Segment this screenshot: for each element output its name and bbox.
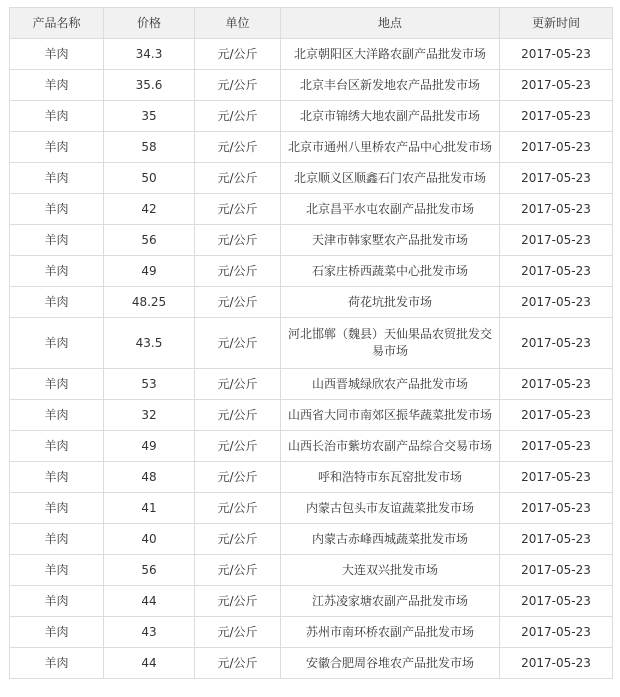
table-row xyxy=(10,39,613,70)
table-row xyxy=(10,586,613,617)
cell-unit: 元/公斤 xyxy=(195,524,281,555)
table-row xyxy=(10,163,613,194)
cell-update-time: 2017-05-23 xyxy=(500,39,613,70)
cell-product-name: 羊肉 xyxy=(10,431,104,462)
cell-location: 苏州市南环桥农副产品批发市场 xyxy=(281,617,500,648)
cell-price: 44 xyxy=(104,586,195,617)
cell-product-name: 羊肉 xyxy=(10,318,104,369)
table-row xyxy=(10,256,613,287)
table-row xyxy=(10,287,613,318)
cell-product-name: 羊肉 xyxy=(10,369,104,400)
cell-price: 41 xyxy=(104,493,195,524)
cell-price: 32 xyxy=(104,400,195,431)
cell-update-time: 2017-05-23 xyxy=(500,617,613,648)
cell-location: 荷花坑批发市场 xyxy=(281,287,500,318)
cell-update-time: 2017-05-23 xyxy=(500,256,613,287)
cell-update-time: 2017-05-23 xyxy=(500,70,613,101)
cell-location: 呼和浩特市东瓦窑批发市场 xyxy=(281,462,500,493)
cell-unit: 元/公斤 xyxy=(195,400,281,431)
cell-update-time: 2017-05-23 xyxy=(500,493,613,524)
cell-product-name: 羊肉 xyxy=(10,101,104,132)
header-price: 价格 xyxy=(104,8,195,39)
cell-update-time: 2017-05-23 xyxy=(500,400,613,431)
cell-product-name: 羊肉 xyxy=(10,163,104,194)
cell-price: 48.25 xyxy=(104,287,195,318)
cell-location: 石家庄桥西蔬菜中心批发市场 xyxy=(281,256,500,287)
cell-price: 40 xyxy=(104,524,195,555)
cell-update-time: 2017-05-23 xyxy=(500,194,613,225)
price-table xyxy=(9,7,613,679)
cell-product-name: 羊肉 xyxy=(10,256,104,287)
cell-price: 43 xyxy=(104,617,195,648)
cell-update-time: 2017-05-23 xyxy=(500,586,613,617)
cell-update-time: 2017-05-23 xyxy=(500,225,613,256)
cell-location: 北京丰台区新发地农产品批发市场 xyxy=(281,70,500,101)
cell-location: 山西晋城绿欣农产品批发市场 xyxy=(281,369,500,400)
cell-update-time: 2017-05-23 xyxy=(500,555,613,586)
table-row xyxy=(10,132,613,163)
table-body xyxy=(10,39,613,679)
cell-location: 河北邯郸（魏县）天仙果品农贸批发交易市场 xyxy=(281,318,500,369)
cell-product-name: 羊肉 xyxy=(10,524,104,555)
cell-unit: 元/公斤 xyxy=(195,555,281,586)
header-location: 地点 xyxy=(281,8,500,39)
table-row xyxy=(10,524,613,555)
cell-update-time: 2017-05-23 xyxy=(500,431,613,462)
cell-price: 42 xyxy=(104,194,195,225)
header-row xyxy=(10,8,613,39)
cell-unit: 元/公斤 xyxy=(195,70,281,101)
cell-unit: 元/公斤 xyxy=(195,194,281,225)
table-row xyxy=(10,493,613,524)
cell-unit: 元/公斤 xyxy=(195,318,281,369)
cell-update-time: 2017-05-23 xyxy=(500,287,613,318)
cell-unit: 元/公斤 xyxy=(195,431,281,462)
cell-unit: 元/公斤 xyxy=(195,287,281,318)
cell-product-name: 羊肉 xyxy=(10,648,104,679)
table-row xyxy=(10,70,613,101)
cell-price: 48 xyxy=(104,462,195,493)
table-row xyxy=(10,318,613,369)
table-row xyxy=(10,555,613,586)
table-row xyxy=(10,369,613,400)
cell-price: 58 xyxy=(104,132,195,163)
cell-price: 56 xyxy=(104,225,195,256)
cell-update-time: 2017-05-23 xyxy=(500,132,613,163)
cell-price: 44 xyxy=(104,648,195,679)
table-row xyxy=(10,194,613,225)
cell-price: 50 xyxy=(104,163,195,194)
cell-unit: 元/公斤 xyxy=(195,493,281,524)
table-row xyxy=(10,225,613,256)
cell-unit: 元/公斤 xyxy=(195,462,281,493)
cell-product-name: 羊肉 xyxy=(10,194,104,225)
cell-product-name: 羊肉 xyxy=(10,555,104,586)
cell-unit: 元/公斤 xyxy=(195,101,281,132)
cell-product-name: 羊肉 xyxy=(10,70,104,101)
cell-update-time: 2017-05-23 xyxy=(500,369,613,400)
cell-product-name: 羊肉 xyxy=(10,287,104,318)
cell-location: 北京市通州八里桥农产品中心批发市场 xyxy=(281,132,500,163)
cell-unit: 元/公斤 xyxy=(195,225,281,256)
cell-price: 49 xyxy=(104,256,195,287)
cell-price: 43.5 xyxy=(104,318,195,369)
header-update-time: 更新时间 xyxy=(500,8,613,39)
cell-product-name: 羊肉 xyxy=(10,400,104,431)
cell-price: 53 xyxy=(104,369,195,400)
cell-unit: 元/公斤 xyxy=(195,132,281,163)
cell-product-name: 羊肉 xyxy=(10,493,104,524)
cell-location: 北京朝阳区大洋路农副产品批发市场 xyxy=(281,39,500,70)
cell-product-name: 羊肉 xyxy=(10,617,104,648)
cell-update-time: 2017-05-23 xyxy=(500,101,613,132)
cell-location: 内蒙古包头市友谊蔬菜批发市场 xyxy=(281,493,500,524)
cell-update-time: 2017-05-23 xyxy=(500,163,613,194)
cell-price: 49 xyxy=(104,431,195,462)
cell-location: 北京市锦绣大地农副产品批发市场 xyxy=(281,101,500,132)
cell-location: 江苏凌家塘农副产品批发市场 xyxy=(281,586,500,617)
cell-price: 56 xyxy=(104,555,195,586)
cell-location: 内蒙古赤峰西城蔬菜批发市场 xyxy=(281,524,500,555)
cell-unit: 元/公斤 xyxy=(195,586,281,617)
cell-update-time: 2017-05-23 xyxy=(500,648,613,679)
cell-product-name: 羊肉 xyxy=(10,586,104,617)
cell-location: 山西省大同市南郊区振华蔬菜批发市场 xyxy=(281,400,500,431)
cell-update-time: 2017-05-23 xyxy=(500,318,613,369)
cell-product-name: 羊肉 xyxy=(10,39,104,70)
cell-unit: 元/公斤 xyxy=(195,39,281,70)
cell-price: 35.6 xyxy=(104,70,195,101)
table-row xyxy=(10,101,613,132)
cell-location: 天津市韩家墅农产品批发市场 xyxy=(281,225,500,256)
cell-location: 山西长治市紫坊农副产品综合交易市场 xyxy=(281,431,500,462)
table-row xyxy=(10,462,613,493)
header-product-name: 产品名称 xyxy=(10,8,104,39)
cell-product-name: 羊肉 xyxy=(10,462,104,493)
cell-unit: 元/公斤 xyxy=(195,256,281,287)
cell-unit: 元/公斤 xyxy=(195,648,281,679)
cell-price: 35 xyxy=(104,101,195,132)
cell-location: 北京昌平水屯农副产品批发市场 xyxy=(281,194,500,225)
cell-unit: 元/公斤 xyxy=(195,369,281,400)
cell-update-time: 2017-05-23 xyxy=(500,462,613,493)
table-row xyxy=(10,400,613,431)
table-header xyxy=(10,8,613,39)
cell-unit: 元/公斤 xyxy=(195,163,281,194)
cell-price: 34.3 xyxy=(104,39,195,70)
cell-product-name: 羊肉 xyxy=(10,132,104,163)
table-row xyxy=(10,617,613,648)
cell-update-time: 2017-05-23 xyxy=(500,524,613,555)
table-row xyxy=(10,431,613,462)
cell-location: 安徽合肥周谷堆农产品批发市场 xyxy=(281,648,500,679)
header-unit: 单位 xyxy=(195,8,281,39)
cell-location: 北京顺义区顺鑫石门农产品批发市场 xyxy=(281,163,500,194)
cell-location: 大连双兴批发市场 xyxy=(281,555,500,586)
table-row xyxy=(10,648,613,679)
cell-product-name: 羊肉 xyxy=(10,225,104,256)
cell-unit: 元/公斤 xyxy=(195,617,281,648)
